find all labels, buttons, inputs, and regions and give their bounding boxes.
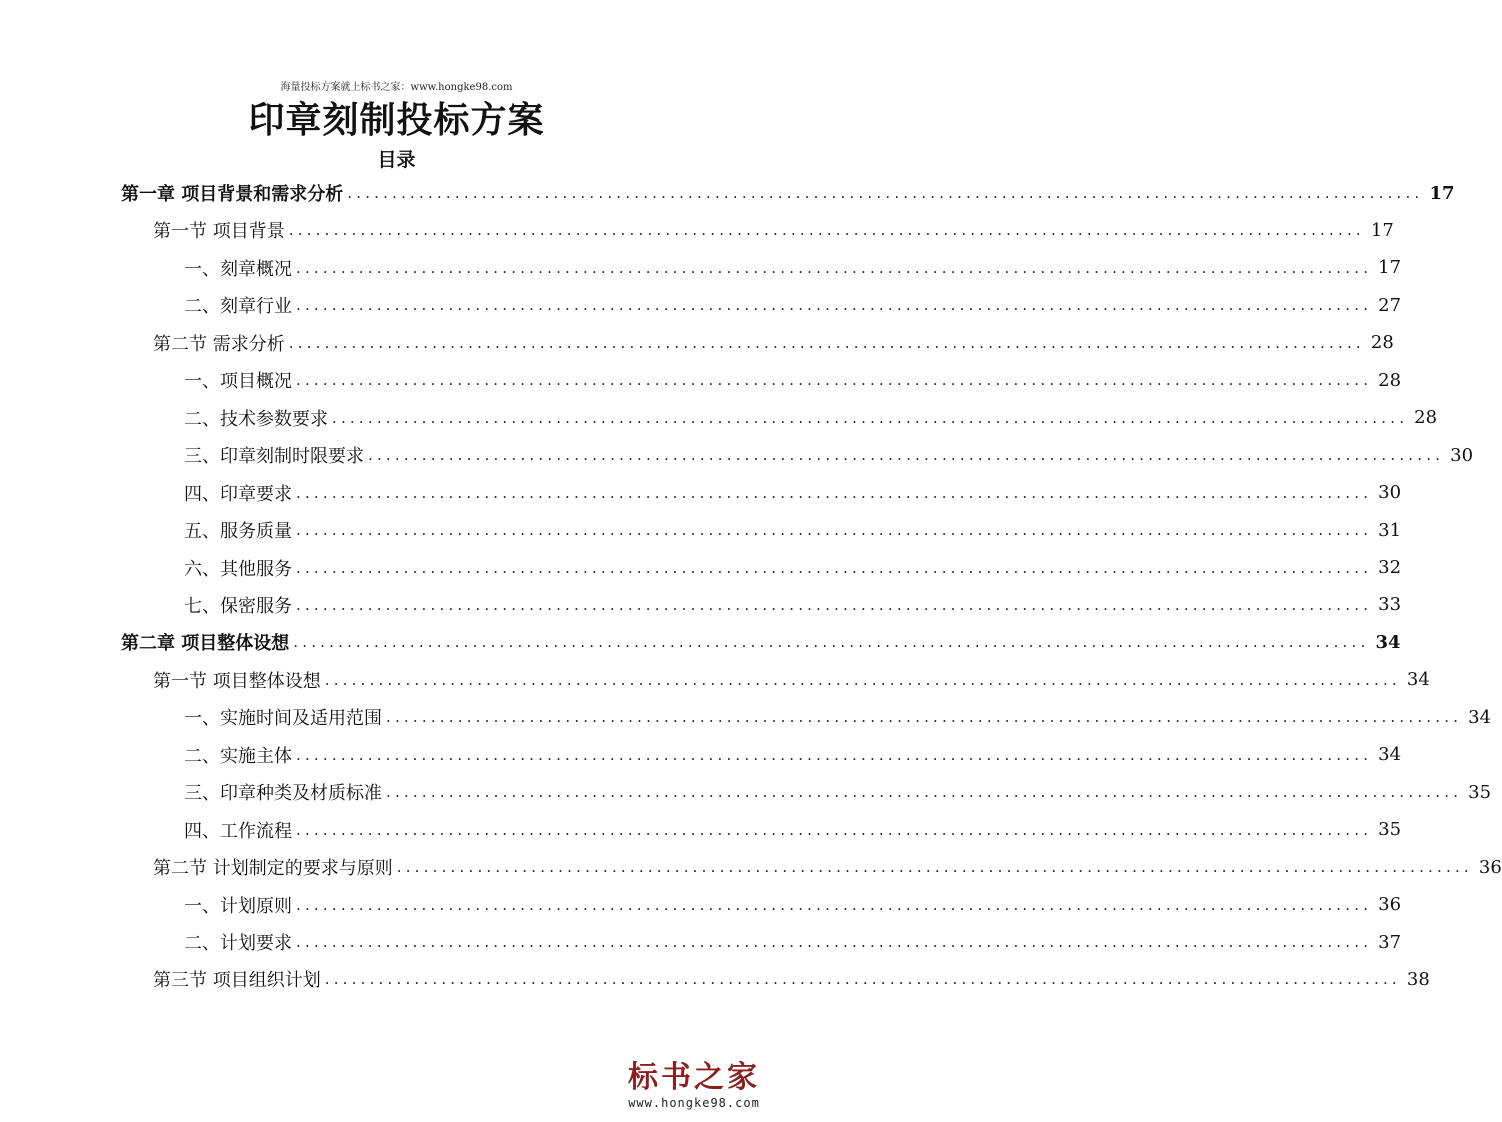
header-note: 海量投标方案就上标书之家：www.hongke98.com xyxy=(280,82,513,93)
toc-entry[interactable] xyxy=(184,365,1402,395)
toc-entry[interactable] xyxy=(184,478,1402,508)
toc-entry[interactable] xyxy=(184,253,1402,283)
toc-entry-label: 第二节 需求分析 xyxy=(153,333,285,355)
toc-entry-label: 第一节 项目背景 xyxy=(153,221,285,243)
toc-entry-page: 17 xyxy=(1370,219,1394,241)
toc-entry-page: 37 xyxy=(1378,931,1402,953)
toc-leader-dots: ........................................................................................................................ xyxy=(296,933,1373,951)
toc-leader-dots: ........................................................................................................................ xyxy=(288,333,1365,352)
toc-entry-label: 第一节 项目整体设想 xyxy=(153,670,321,692)
toc-entry-page: 36 xyxy=(1378,894,1402,916)
toc-entry[interactable] xyxy=(153,328,1394,358)
toc-entry[interactable] xyxy=(184,590,1402,620)
toc-entry[interactable] xyxy=(184,403,1438,433)
toc-entry-label: 第二章 项目整体设想 xyxy=(121,633,290,655)
toc-entry[interactable] xyxy=(153,215,1394,245)
toc-entry-label: 二、计划要求 xyxy=(184,933,292,954)
toc-entry-label: 一、实施时间及适用范围 xyxy=(184,708,382,730)
toc-entry[interactable] xyxy=(184,702,1492,732)
toc-entry-label: 二、技术参数要求 xyxy=(184,408,328,430)
toc-entry[interactable] xyxy=(184,890,1402,920)
toc-entry-page: 35 xyxy=(1468,781,1492,803)
toc-leader-dots: ........................................................................................................................ xyxy=(288,221,1365,240)
toc-leader-dots: ........................................................................................................................ xyxy=(296,483,1373,502)
toc-entry-page: 34 xyxy=(1378,744,1402,766)
toc-leader-dots: ........................................................................................................................ xyxy=(386,783,1463,802)
toc-entry-label: 七、保密服务 xyxy=(184,595,292,617)
toc-entry-label: 六、其他服务 xyxy=(184,558,292,580)
toc-leader-dots: ........................................................................................................................ xyxy=(296,895,1373,914)
toc-leader-dots: ........................................................................................................................ xyxy=(347,184,1424,202)
toc-entry-page: 17 xyxy=(1429,182,1455,204)
toc-leader-dots: ........................................................................................................................ xyxy=(396,858,1473,877)
toc-leader-dots: ........................................................................................................................ xyxy=(296,595,1373,614)
toc-entry-label: 五、服务质量 xyxy=(184,521,292,543)
brand-logo-url: www.hongke98.com xyxy=(628,1096,760,1110)
toc-leader-dots: ........................................................................................................................ xyxy=(296,371,1373,390)
toc-entry-page: 28 xyxy=(1370,332,1394,354)
toc-leader-dots: ........................................................................................................................ xyxy=(324,970,1401,989)
toc-entry-page: 30 xyxy=(1378,482,1402,504)
toc-entry-page: 36 xyxy=(1478,856,1502,878)
toc-entry-label: 一、计划原则 xyxy=(184,895,292,917)
toc-entry-label: 四、工作流程 xyxy=(184,820,292,842)
toc-leader-dots: ........................................................................................................................ xyxy=(293,633,1370,652)
toc-entry-page: 34 xyxy=(1406,669,1430,691)
toc-entry-label: 四、印章要求 xyxy=(184,483,292,505)
toc-entry-page: 28 xyxy=(1378,369,1402,391)
toc-entry-label: 二、刻章行业 xyxy=(184,296,292,318)
toc-entry-label: 一、项目概况 xyxy=(184,371,292,393)
toc-entry-label: 三、印章刻制时限要求 xyxy=(184,446,364,468)
toc-leader-dots: ........................................................................................................................ xyxy=(296,296,1373,315)
toc-heading: 目录 xyxy=(377,149,416,171)
toc-entry[interactable] xyxy=(184,553,1402,583)
toc-entry-page: 38 xyxy=(1406,968,1430,990)
toc-leader-dots: ........................................................................................................................ xyxy=(296,521,1373,540)
toc-entry[interactable] xyxy=(121,178,1455,208)
brand-logo-name: 标书之家 xyxy=(628,1060,760,1095)
toc-entry-label: 一、刻章概况 xyxy=(184,258,292,280)
toc-entry[interactable] xyxy=(184,927,1402,957)
toc-entry[interactable] xyxy=(184,440,1474,470)
toc-entry-page: 17 xyxy=(1378,257,1402,279)
toc-entry[interactable] xyxy=(153,852,1502,882)
toc-leader-dots: ........................................................................................................................ xyxy=(296,820,1373,839)
toc-entry[interactable] xyxy=(153,964,1430,994)
toc-entry-page: 34 xyxy=(1468,706,1492,728)
toc-leader-dots: ........................................................................................................................ xyxy=(324,670,1401,689)
toc-entry[interactable] xyxy=(184,290,1402,320)
toc-entry-label: 第三节 项目组织计划 xyxy=(153,970,321,992)
toc-entry[interactable] xyxy=(121,627,1401,657)
toc-entry-page: 33 xyxy=(1378,594,1402,616)
toc-entry-label: 第一章 项目背景和需求分析 xyxy=(121,184,344,205)
toc-entry-page: 27 xyxy=(1378,294,1402,316)
toc-entry-page: 30 xyxy=(1450,444,1474,466)
toc-leader-dots: ........................................................................................................................ xyxy=(368,446,1445,465)
toc-entry[interactable] xyxy=(184,515,1402,545)
toc-leader-dots: ........................................................................................................................ xyxy=(296,558,1373,577)
toc-leader-dots: ........................................................................................................................ xyxy=(332,408,1409,427)
toc-entry-label: 二、实施主体 xyxy=(184,745,292,767)
toc-entry[interactable] xyxy=(184,777,1492,807)
toc-leader-dots: ........................................................................................................................ xyxy=(296,258,1373,277)
toc-entry[interactable] xyxy=(184,740,1402,770)
toc-entry-page: 28 xyxy=(1414,407,1438,429)
toc-entry-label: 第二节 计划制定的要求与原则 xyxy=(153,858,393,880)
toc-entry-label: 三、印章种类及材质标准 xyxy=(184,783,382,805)
toc-entry-page: 34 xyxy=(1375,631,1401,653)
toc-entry[interactable] xyxy=(184,815,1402,845)
toc-entry-page: 31 xyxy=(1378,519,1402,541)
brand-logo xyxy=(619,1060,769,1110)
toc-entry[interactable] xyxy=(153,665,1430,695)
document-title: 印章刻制投标方案 xyxy=(248,100,545,141)
toc-entry-page: 32 xyxy=(1378,557,1402,578)
toc-entry-page: 35 xyxy=(1378,819,1402,841)
toc-leader-dots: ........................................................................................................................ xyxy=(296,745,1373,764)
toc-leader-dots: ........................................................................................................................ xyxy=(386,708,1463,727)
